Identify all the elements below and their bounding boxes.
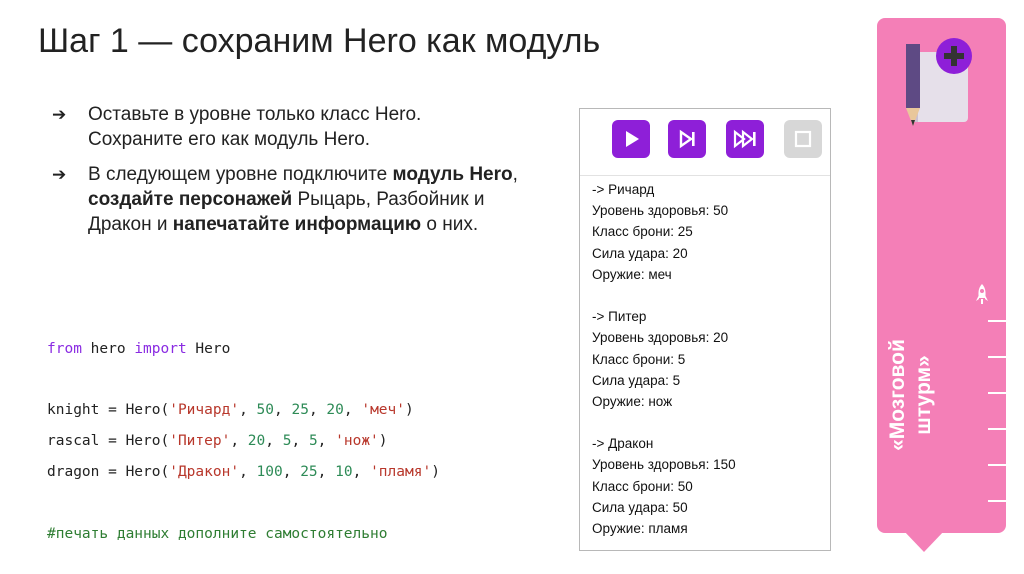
rocket-icon [974,283,990,310]
bullet-2-part-3: Рыцарь, Разбойник и Дракон и [88,189,485,235]
stop-icon [784,120,822,158]
number-arg: 5 [282,433,292,449]
number-arg: 25 [300,464,318,480]
number-arg: 5 [308,433,318,449]
code-comment: #печать данных дополните самостоятельно [47,526,388,542]
ruler-tick [988,428,1006,430]
bullet-2-part-4: о них. [421,214,479,235]
console-output-line: Сила удара: 20 [592,245,688,261]
console-output-line: Оружие: пламя [592,521,688,536]
code-line-rascal [47,433,388,449]
ruler-tick [988,392,1006,394]
ruler-tick [988,356,1006,358]
bullet-1-text [88,102,421,152]
code-prefix: knight = Hero( [47,402,170,418]
comma: , [274,402,292,418]
run-button[interactable] [612,120,650,158]
console-output-line: Уровень здоровья: 20 [592,330,729,346]
module-name: hero [81,341,135,357]
comma: , [352,464,371,480]
console-toolbar [580,109,830,176]
bullet-2-bold-3: напечатайте информацию [172,214,422,235]
bullet-2-part-2: , [512,164,518,185]
notebook-pencil-icon [900,34,980,126]
play-icon [612,120,650,158]
string-arg: 'нож' [335,433,379,449]
console-output-line [592,285,822,306]
string-arg: 'Питер' [169,433,231,449]
code-line-import [47,341,230,357]
bullet-2-bold-2: создайте персонажей [88,189,293,210]
step-all-button[interactable] [726,120,764,158]
keyword-from: from [47,341,82,357]
console-output-line: -> Ричард [592,182,655,197]
close-paren: ) [378,433,388,449]
ruler-tick [988,464,1006,466]
console-output-line: Оружие: нож [592,393,673,409]
comma: , [317,464,336,480]
console-output-line: -> Дракон [592,436,654,452]
sidebar-label-line-2: штурм» [912,355,935,435]
console-output-line: Класс брони: 25 [592,224,693,240]
string-arg: 'пламя' [370,464,432,480]
ruler-tick [988,500,1006,502]
close-paren: ) [405,402,414,418]
bullet-1 [52,102,522,152]
bullet-2-text [88,162,522,237]
string-arg: 'Ричард' [169,402,240,418]
console-output-line: -> Питер [592,309,647,325]
comma: , [265,433,283,449]
comma: , [291,433,309,449]
console-output-line: Оружие: меч [592,266,672,282]
console-output-line: Класс брони: 5 [592,351,686,367]
number-arg: 25 [291,402,309,418]
console-output-line [592,412,822,433]
bullet-2-part-1: В следующем уровне подключите [88,164,393,185]
number-arg: 50 [256,402,274,418]
arrow-icon: ➔ [52,105,67,124]
step-icon [668,120,706,158]
sidebar-label [885,295,941,495]
sidebar-label-line-1: «Мозговой [886,339,909,451]
code-prefix: dragon = Hero( [47,464,170,480]
bullet-1-line-1: Оставьте в уровне только класс Hero. [88,104,422,125]
arrow-icon: ➔ [52,165,67,184]
number-arg: 100 [256,464,283,480]
console-output-line: Сила удара: 50 [592,499,688,515]
number-arg: 10 [335,464,353,480]
comma: , [230,433,248,449]
close-paren: ) [431,464,440,480]
console-output [592,179,822,539]
comma: , [239,464,257,480]
bullet-1-line-2: Сохраните его как модуль Hero. [88,129,371,150]
sidebar-pointer [903,530,945,552]
class-name: Hero [186,341,231,357]
comma: , [282,464,301,480]
console-output-line: Класс брони: 50 [592,478,693,494]
bullet-2 [52,162,522,237]
number-arg: 20 [326,402,344,418]
string-arg: 'Дракон' [169,464,240,480]
comma: , [343,402,362,418]
output-console [579,108,831,551]
code-line-knight [47,402,414,418]
comma: , [317,433,336,449]
code-line-dragon [47,464,440,480]
ruler-tick [988,320,1006,322]
console-output-line: Сила удара: 5 [592,372,681,388]
instructions [52,102,522,247]
number-arg: 20 [247,433,266,449]
keyword-import: import [134,341,187,357]
slide-title: Шаг 1 — сохраним Hero как модуль [38,22,601,60]
comma: , [239,402,257,418]
string-arg: 'меч' [361,402,405,418]
console-output-line: Уровень здоровья: 50 [592,203,729,219]
comma: , [308,402,327,418]
code-prefix: rascal = Hero( [47,433,170,449]
step-button[interactable] [668,120,706,158]
bullet-2-bold-1: модуль Hero [392,164,513,185]
console-output-line: Уровень здоровья: 150 [592,457,736,473]
stop-button[interactable] [784,120,822,158]
step-all-icon [726,120,764,158]
